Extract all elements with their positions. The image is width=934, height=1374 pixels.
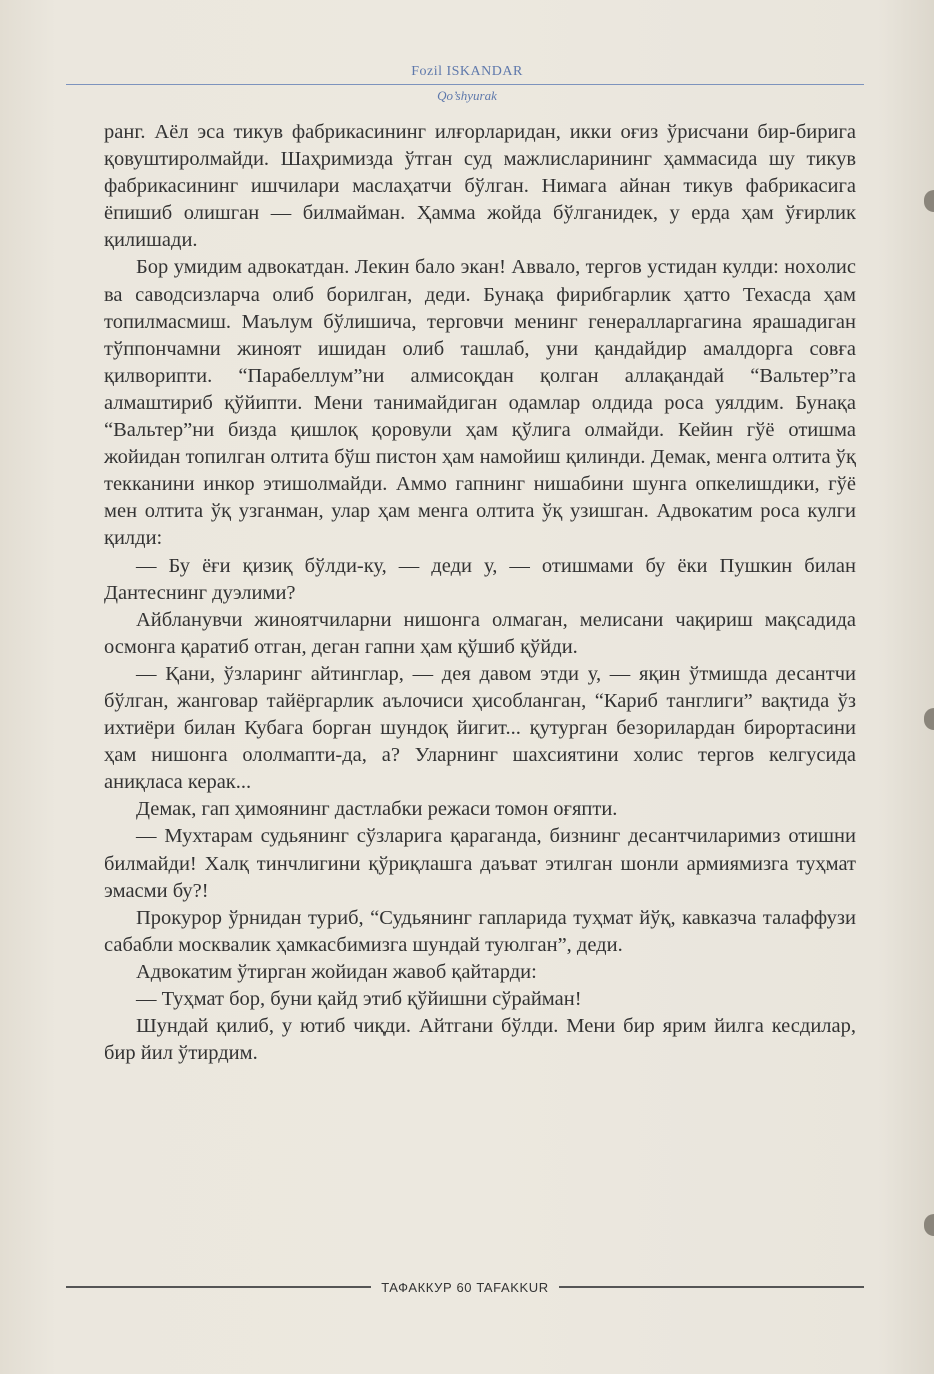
binding-hole-icon: [924, 708, 934, 730]
paragraph: — Мухтарам судьянинг сўзларига қараганда, бизнинг десантчиларимиз отишни билмайди! Халқ тинчлигини қўриқлашга даъват этилган шонли армиямизга туҳмат эмасми бу?!: [104, 825, 856, 902]
footer-rule-left: [66, 1286, 371, 1288]
paragraph: ранг. Аёл эса тикув фабрикасининг илғорларидан, икки оғиз ўрисчани бир-бирига қовуштиролмайди. Шаҳримизда ўтган суд мажлисларининг ҳаммасида шу тикув фабрикасининг ишчилари маслаҳатчи бўлган. Нимага айнан тикув фабрикасига ёпишиб олишган — билмайман. Ҳамма жойда бўлганидек, у ерда ҳам ўғирлик қилишади.: [104, 121, 856, 252]
paragraph: — Бу ёғи қизиқ бўлди-ку, — деди у, — отишмами бу ёки Пушкин билан Дантеснинг дуэлими?: [104, 554, 856, 604]
page-footer: [66, 1277, 864, 1297]
paragraph: Демак, гап ҳимоянинг дастлабки режаси томон оғяпти.: [136, 798, 618, 821]
paragraph: Айбланувчи жиноятчиларни нишонга олмаган, мелисани чақириш мақсадида осмонга қаратиб отган, деган гапни ҳам қўшиб қўйди.: [104, 608, 856, 658]
paragraph: Шундай қилиб, у ютиб чиқди. Айтгани бўлди. Мени бир ярим йилга кесдилар, бир йил ўтирдим.: [104, 1015, 856, 1065]
paragraph: — Қани, ўзларинг айтинглар, — дея давом этди у, — яқин ўтмишда десантчи бўлган, жанговар тайёргарлик аълочиси ҳисобланган, “Кариб танглиги” вақтида ўз ихтиёри билан Кубага борган шундоқ йигит... қутурган безорилардан бирортасини ҳам нишонга ололмапти-да, а? Уларнинг шахсиятини холис тергов келгусида аниқласа керак...: [104, 662, 856, 794]
running-header-author: Fozil ISKANDAR: [411, 64, 523, 79]
paragraph: — Туҳмат бор, буни қайд этиб қўйишни сўрайман!: [136, 988, 582, 1010]
binding-hole-icon: [924, 1214, 934, 1236]
footer-rule-right: [559, 1286, 864, 1288]
footer-page-label: ТАФАККУР 60 TAFAKKUR: [381, 1279, 549, 1295]
running-header-title: Qo’shyurak: [437, 88, 497, 103]
article-body: [104, 119, 856, 1067]
paragraph: Адвокатим ўтирган жойидан жавоб қайтарди:: [136, 960, 537, 983]
paragraph: Бор умидим адвокатдан. Лекин бало экан! Аввало, тергов устидан кулди: ноxолис ва саводсизларча олиб борилган, деди. Бунақа фирибгарлик ҳатто Техасда ҳам топилмасмиш. Маълум бўлишича, терговчи менинг генералларгагина ярашадиган тўппончамни жиноят ишидан олиб ташлаб, уни қандайдир амалдорга совға қилворипти. “Парабеллум”ни алмисоқдан қолган аллақандай “Вальтер”га алмаштириб қўйипти. Мени танимайдиган одамлар олдида роса уялдим. Бунақа “Вальтер”ни бизда қишлоқ қоровули ҳам қўлига олмайди. Кейин гўё отишма жойидан топилган олтита бўш пистон ҳам намойиш қилинди. Демак, менга олтита ўқ текканини инкор этишолмайди. Аммо гапнинг нишабини шунга опкелишдики, гўё мен олтита ўқ узганман, улар ҳам менга олтита ўқ узишган. Адвокатим роса кулги қилди:: [104, 256, 856, 550]
header-divider: [66, 84, 864, 85]
binding-hole-icon: [924, 190, 934, 212]
paragraph: Прокурор ўрнидан туриб, “Судьянинг гапларида туҳмат йўқ, кавказча талаффузи сабабли москвалик ҳамкасбимизга шундай туюлган”, деди.: [104, 906, 856, 956]
